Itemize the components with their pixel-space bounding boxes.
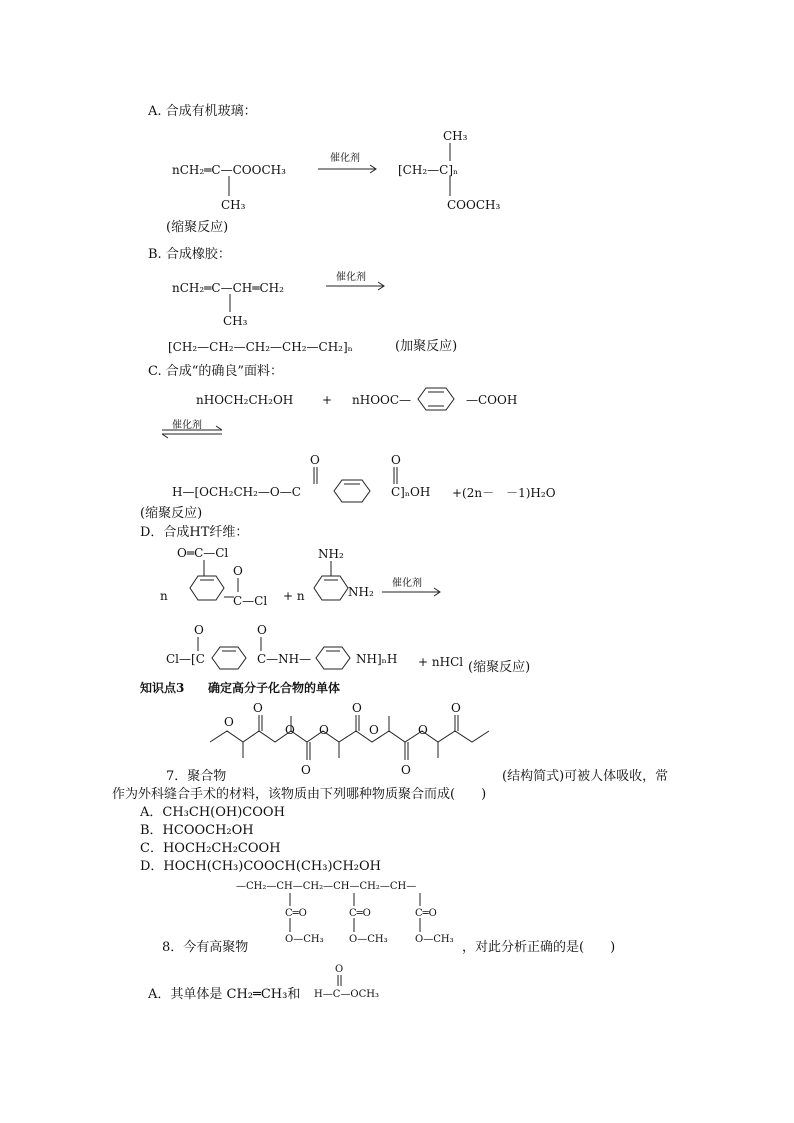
knowledge-label: 知识点3 — [140, 681, 185, 695]
q7-oxygen-4: O — [301, 763, 311, 777]
part-a-note: (缩聚反应) — [166, 220, 229, 235]
part-d-plus-n: + n — [283, 589, 305, 603]
part-d-note: (缩聚反应) — [468, 660, 531, 675]
part-c-carbonyl-1: O — [310, 453, 320, 467]
q7-oxygen-8: O — [401, 763, 411, 777]
q7-option-a[interactable]: A．CH₃CH(OH)COOH — [140, 805, 285, 820]
part-a-label: A. 合成有机玻璃： — [148, 104, 257, 119]
part-a-reactant: nCH₂═C—COOCH₃ — [172, 163, 286, 177]
part-d-product-ring-1 — [212, 647, 246, 669]
part-b-label: B. 合成橡胶： — [148, 247, 231, 262]
q7-skeletal-chain — [210, 731, 489, 742]
part-d-n: n — [160, 589, 168, 603]
part-b-note: (加聚反应) — [395, 339, 458, 354]
part-c-plus: + — [322, 393, 333, 407]
q7-stem-end: (结构简式)可被人体吸收，常 — [502, 769, 669, 784]
part-c-benzene-ring-1 — [418, 388, 454, 410]
q8-carbonyl: O — [335, 964, 344, 975]
part-d-carbonyl-3: O — [257, 623, 267, 637]
q7-oxygen-10: O — [451, 701, 461, 715]
q8-ester-oxy-3: O—CH₃ — [415, 934, 454, 945]
q7-oxygen-3: O — [285, 723, 295, 737]
part-d-product-left: Cl—[C — [166, 652, 205, 666]
part-c-label: C. 合成“的确良”面料： — [148, 364, 284, 379]
part-c-arrowhead-back — [162, 434, 168, 438]
part-a-product-top: CH₃ — [443, 129, 468, 143]
part-d-amine-top: NH₂ — [318, 547, 344, 561]
part-d-carbonyl-2: O — [194, 623, 204, 637]
part-c-benzene-ring-2 — [334, 480, 370, 502]
q8-stem-start: 8．今有高聚物 — [162, 940, 249, 955]
part-d-carbonyl-1: O — [233, 564, 243, 578]
q7-oxygen-6: O — [352, 701, 362, 715]
part-c-reactant2-right: —COOH — [466, 393, 518, 407]
part-d-product-ring-2 — [316, 647, 350, 669]
q8-ester-oxy-2: O—CH₃ — [349, 934, 388, 945]
q8-formate: H—C—OCH₃ — [314, 989, 379, 1000]
part-d-acyl-right: C—Cl — [233, 594, 268, 608]
part-c-reactant1: nHOCH₂CH₂OH — [196, 393, 294, 407]
q7-oxygen-9: O — [418, 723, 428, 737]
knowledge-title: 确定高分子化合物的单体 — [208, 681, 341, 695]
part-d-catalyst: 催化剂 — [392, 578, 422, 589]
q7-option-b[interactable]: B．HCOOCH₂OH — [140, 823, 254, 838]
part-a-reactant-branch: CH₃ — [221, 198, 246, 212]
part-b-catalyst: 催化剂 — [336, 272, 366, 283]
part-a-product-branch: COOCH₃ — [447, 198, 501, 212]
q7-oxygen-5: O — [319, 723, 329, 737]
part-b-product: [CH₂—CH₂—CH₂—CH₂—CH₂]ₙ — [168, 340, 353, 354]
q7-oxygen-1: O — [224, 715, 234, 729]
q8-stem-end: ，对此分析正确的是( ) — [462, 940, 616, 955]
q8-option-a[interactable]: A．其单体是 CH₂═CH₃和 — [148, 987, 301, 1002]
q8-ester-group-3: C═O — [415, 908, 437, 919]
q7-oxygen-2: O — [253, 701, 263, 715]
part-d-acyl-top: O═C—Cl — [177, 546, 229, 560]
q8-chain: —CH₂—CH—CH₂—CH—CH₂—CH— — [236, 881, 417, 892]
q7-oxygen-7: O — [369, 723, 379, 737]
q7-option-c[interactable]: C．HOCH₂CH₂COOH — [140, 841, 281, 856]
part-b-reactant: nCH₂═C—CH═CH₂ — [172, 281, 284, 295]
part-c-reactant2-left: nHOOC— — [352, 393, 412, 407]
part-d-label: D．合成HT纤维： — [140, 525, 249, 540]
part-a-catalyst: 催化剂 — [330, 153, 360, 164]
q7-stem-start: 7．聚合物 — [166, 769, 227, 784]
part-d-amine-right: NH₂ — [348, 585, 374, 599]
q7-stem-line2: 作为外科缝合手术的材料，该物质由下列哪种物质聚合而成( ) — [112, 787, 487, 802]
q7-option-d[interactable]: D．HOCH(CH₃)COOCH(CH₃)CH₂OH — [140, 859, 382, 874]
part-d-product-mid: C—NH— — [257, 652, 312, 666]
part-b-reactant-branch: CH₃ — [223, 314, 248, 328]
q8-ester-group-1: C═O — [285, 908, 307, 919]
part-c-note: (缩聚反应) — [140, 506, 203, 521]
part-c-carbonyl-2: O — [391, 453, 401, 467]
part-a-product: [CH₂—C]ₙ — [398, 163, 459, 177]
part-c-byproduct: +(2n－ －1)H₂O — [452, 486, 556, 500]
part-d-byproduct: + nHCl — [418, 655, 464, 669]
part-c-product-left: H—[OCH₂CH₂—O—C — [172, 485, 301, 499]
q8-ester-group-2: C═O — [349, 908, 371, 919]
part-c-arrowhead-forward — [216, 426, 222, 430]
part-c-product-right: C]ₙOH — [391, 485, 431, 499]
part-c-catalyst: 催化剂 — [172, 420, 202, 431]
part-d-product-right: NH]ₙH — [356, 652, 398, 666]
q8-ester-oxy-1: O—CH₃ — [285, 934, 324, 945]
